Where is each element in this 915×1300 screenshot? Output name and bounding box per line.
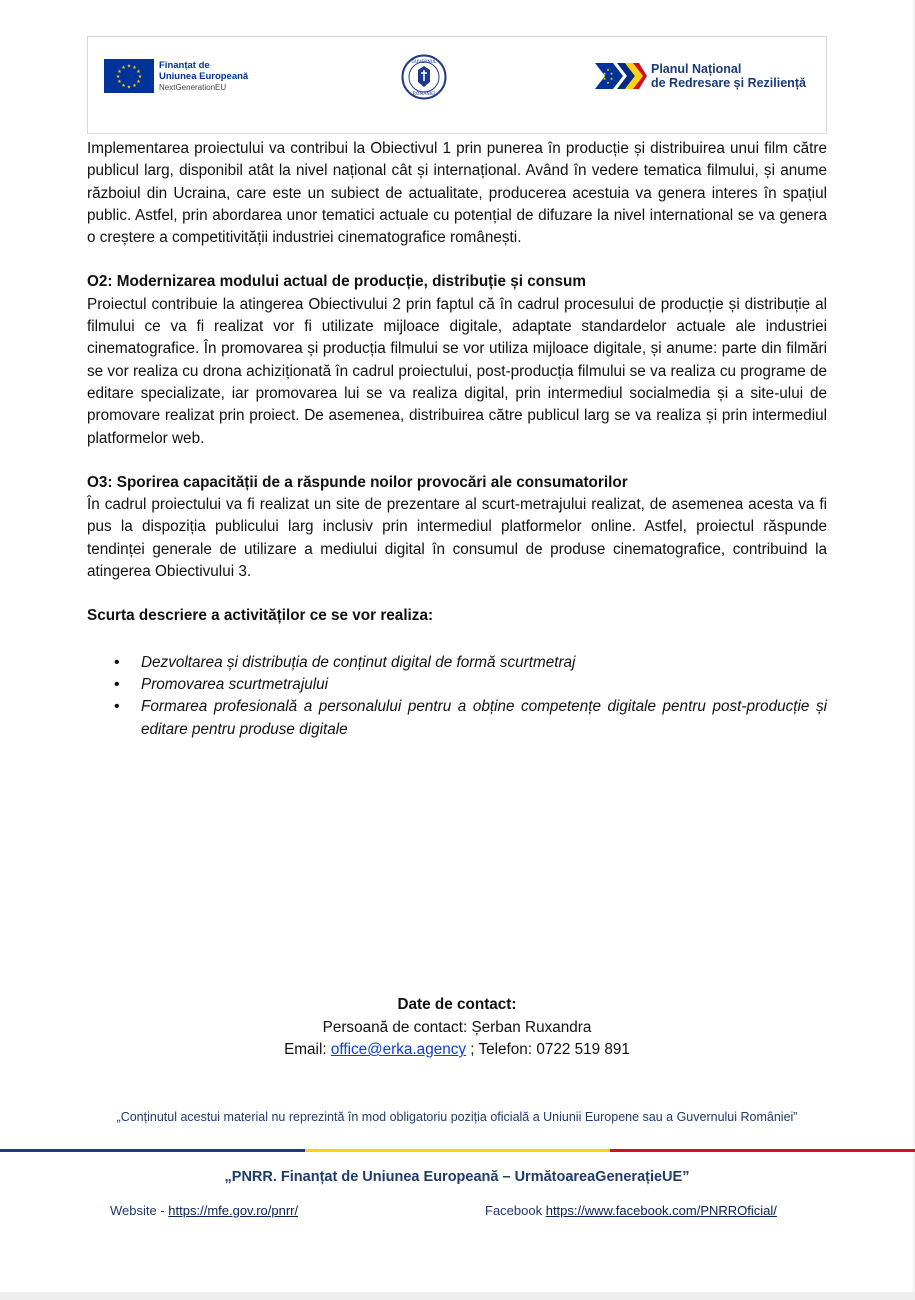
svg-text:★: ★ — [606, 67, 610, 72]
website-label: Website - — [110, 1203, 165, 1218]
phone-text: ; Telefon: 0722 519 891 — [470, 1041, 630, 1058]
disclaimer-text: „Conținutul acestui material nu reprezintă în mod obligatoriu poziția oficială a Uniunii Europene sau a Guvernului României” — [116, 1110, 798, 1124]
svg-text:★: ★ — [132, 65, 137, 71]
pnrr-logo-line2: de Redresare și Reziliență — [651, 76, 806, 90]
svg-text:GUVERNUL: GUVERNUL — [411, 60, 437, 65]
svg-text:★: ★ — [136, 79, 141, 85]
activities-list — [87, 652, 827, 741]
eu-funding-logo — [104, 59, 248, 93]
pnrr-logo-line1: Planul Național — [651, 62, 742, 76]
contact-block — [87, 994, 827, 1062]
svg-text:★: ★ — [121, 65, 126, 71]
contact-person: Persoană de contact: Șerban Ruxandra — [322, 1018, 592, 1036]
svg-text:★: ★ — [117, 69, 122, 75]
eu-logo-line1: Finanțat de — [159, 59, 210, 71]
svg-text:★: ★ — [132, 83, 137, 89]
pnrr-slogan: „PNRR. Finanțat de Uniunea Europeană – UrmătoareaGenerațieUE” — [224, 1169, 690, 1185]
tricolor-divider — [0, 1149, 915, 1152]
list-item: • Formarea profesională a personalului pentru a obține competențe digitale pentru post-producție și editare pentru produse digitale — [141, 696, 827, 741]
svg-text:★: ★ — [121, 83, 126, 89]
svg-text:★: ★ — [137, 74, 143, 80]
email-label: Email: — [284, 1041, 327, 1058]
svg-text:★: ★ — [126, 63, 132, 70]
o3-paragraph: În cadrul proiectului va fi realizat un site de prezentare al scurt-metrajului realizat, de asemenea acesta va fi pus la dispoziția publicului larg inclusiv prin intermediul platformelor online. Astfel, proiectul răspunde tendinței generale de utilizare a mediului digital în consumul de produse cinematografice, contribuind la atingerea Obiectivului 3. — [87, 496, 827, 581]
svg-text:★: ★ — [117, 79, 122, 85]
svg-text:★: ★ — [602, 71, 607, 76]
intro-paragraph: Implementarea proiectului va contribui la Obiectivul 1 prin punerea în producție și distribuirea unui film către publicul larg, disponibil atât la nivel național cât și internațional. Având în vedere tematica filmului, și anume războiul din Ucraina, care este un subiect de actualitate, producerea acestuia va genera interes în spațiul public. Astfel, prin abordarea unor tematici actuale cu potențial de difuzare la nivel international se va genera o creștere a competitivității industriei cinematografice românești. — [87, 140, 827, 247]
header-logos — [87, 36, 827, 134]
contact-line — [87, 1039, 827, 1062]
facebook-link[interactable]: https://www.facebook.com/PNRROficial/ — [545, 1203, 777, 1218]
facebook-label: Facebook — [485, 1203, 543, 1218]
svg-text:★: ★ — [606, 80, 610, 85]
o2-heading: O2: Modernizarea modului actual de producție, distribuție și consum — [87, 273, 586, 291]
svg-text:★: ★ — [115, 74, 121, 80]
contact-title: Date de contact: — [397, 996, 517, 1013]
o2-paragraph: Proiectul contribuie la atingerea Obiectivului 2 prin faptul că în cadrul procesului de producție și distribuție al filmului ce va fi realizat vor fi utilizate mijloace digitale, adaptate standardelor actuale ale industriei cinematografice. În promovarea și producția filmului se vor utiliza mijloace digitale, și anume: parte din filmări se vor realiza cu drona achiziționată în cadrul proiectului, post-producția filmului se va realiza cu programe de editare specializate, iar promovarea lui se va realiza digital, prin intermediul socialmedia și a site-ului de promovare realizat prin proiect. De asemenea, distribuirea către publicul larg se va realiza și prin intermediul platformelor web. — [87, 295, 827, 447]
svg-text:★: ★ — [609, 71, 614, 76]
eu-flag-icon — [104, 59, 154, 93]
pnrr-logo — [595, 61, 806, 91]
svg-text:ROMÂNIEI: ROMÂNIEI — [412, 92, 436, 97]
eu-logo-line3: NextGenerationEU — [159, 82, 227, 92]
website-link[interactable]: https://mfe.gov.ro/pnrr/ — [168, 1203, 299, 1218]
svg-text:★: ★ — [602, 76, 607, 81]
svg-text:★: ★ — [136, 69, 141, 75]
list-item: • Promovarea scurtmetrajului — [141, 674, 827, 696]
document-body — [87, 138, 827, 741]
pnrr-flag-icon — [595, 61, 647, 91]
o3-heading: O3: Sporirea capacității de a răspunde noilor provocări ale consumatorilor — [87, 473, 628, 491]
romanian-government-seal-icon — [401, 54, 447, 100]
activities-heading: Scurta descriere a activităților ce se vor realiza: — [87, 607, 434, 625]
svg-text:★: ★ — [126, 84, 132, 91]
page-bottom-edge — [0, 1292, 915, 1300]
svg-text:★: ★ — [609, 76, 614, 81]
list-item: • Dezvoltarea și distribuția de conținut digital de formă scurtmetraj — [141, 652, 827, 674]
eu-logo-line2: Uniunea Europeană — [159, 70, 249, 82]
email-link[interactable]: office@erka.agency — [330, 1041, 467, 1058]
footer-links — [110, 1203, 810, 1218]
